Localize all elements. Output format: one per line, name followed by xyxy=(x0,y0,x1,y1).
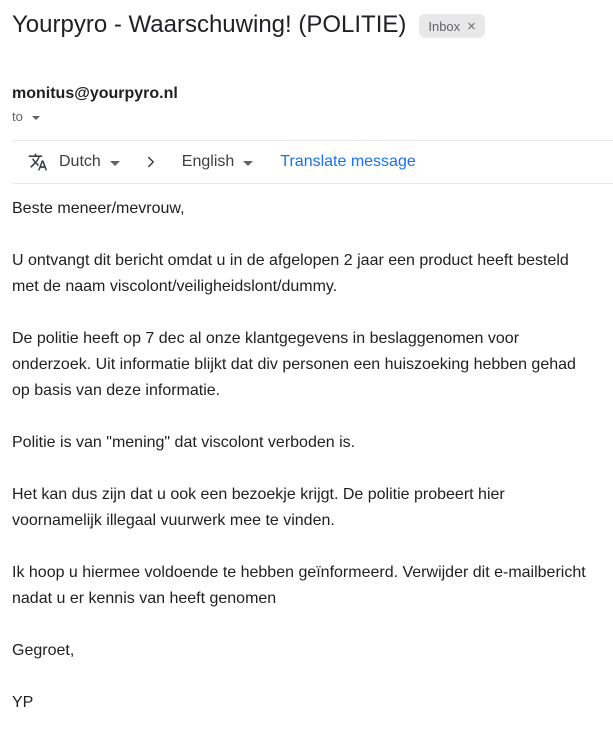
body-paragraph: Ik hoop u hiermee voldoende te hebben geïnformeerd. Verwijder dit e-mailbericht nadat u er kennis van heeft genomen xyxy=(12,564,586,607)
inbox-label-chip[interactable] xyxy=(419,14,485,38)
inbox-label-text: Inbox xyxy=(428,18,461,34)
target-language-dropdown[interactable] xyxy=(182,153,253,171)
body-paragraph: De politie heeft op 7 dec al onze klantgegevens in beslaggenomen voor onderzoek. Uit informatie blijkt dat div personen een huiszoeking hebben gehad op basis van deze informatie. xyxy=(12,330,576,399)
body-paragraph: Beste meneer/mevrouw, xyxy=(12,200,185,217)
body-paragraph: Politie is van "mening" dat viscolont verboden is. xyxy=(12,434,356,451)
email-body xyxy=(12,196,592,716)
body-paragraph: U ontvangt dit bericht omdat u in de afgelopen 2 jaar een product heeft besteld met de naam viscolont/veiligheidslont/dummy. xyxy=(12,252,569,295)
translate-message-link[interactable]: Translate message xyxy=(280,153,416,170)
body-paragraph: Gegroet, xyxy=(12,642,75,659)
target-language-label: English xyxy=(181,153,235,170)
translate-icon xyxy=(28,152,48,172)
sender-address[interactable]: monitus@yourpyro.nl xyxy=(12,85,178,102)
chevron-down-icon xyxy=(32,116,40,120)
chevron-down-icon xyxy=(243,161,253,166)
subject-row xyxy=(12,8,601,42)
chevron-right-icon xyxy=(142,153,160,171)
source-language-label: Dutch xyxy=(59,153,101,170)
remove-label-icon[interactable]: × xyxy=(467,17,476,35)
source-language-dropdown[interactable] xyxy=(59,153,120,171)
body-paragraph: Het kan dus zijn dat u ook een bezoekje krijgt. De politie probeert hier voornamelijk illegaal vuurwerk mee te vinden. xyxy=(12,486,505,529)
translate-bar xyxy=(12,140,613,184)
body-paragraph: YP xyxy=(12,694,34,711)
recipient-details-toggle[interactable] xyxy=(12,109,601,124)
email-subject: Yourpyro - Waarschuwing! (POLITIE) xyxy=(12,11,407,38)
to-label: to xyxy=(12,109,23,124)
chevron-down-icon xyxy=(110,161,120,166)
